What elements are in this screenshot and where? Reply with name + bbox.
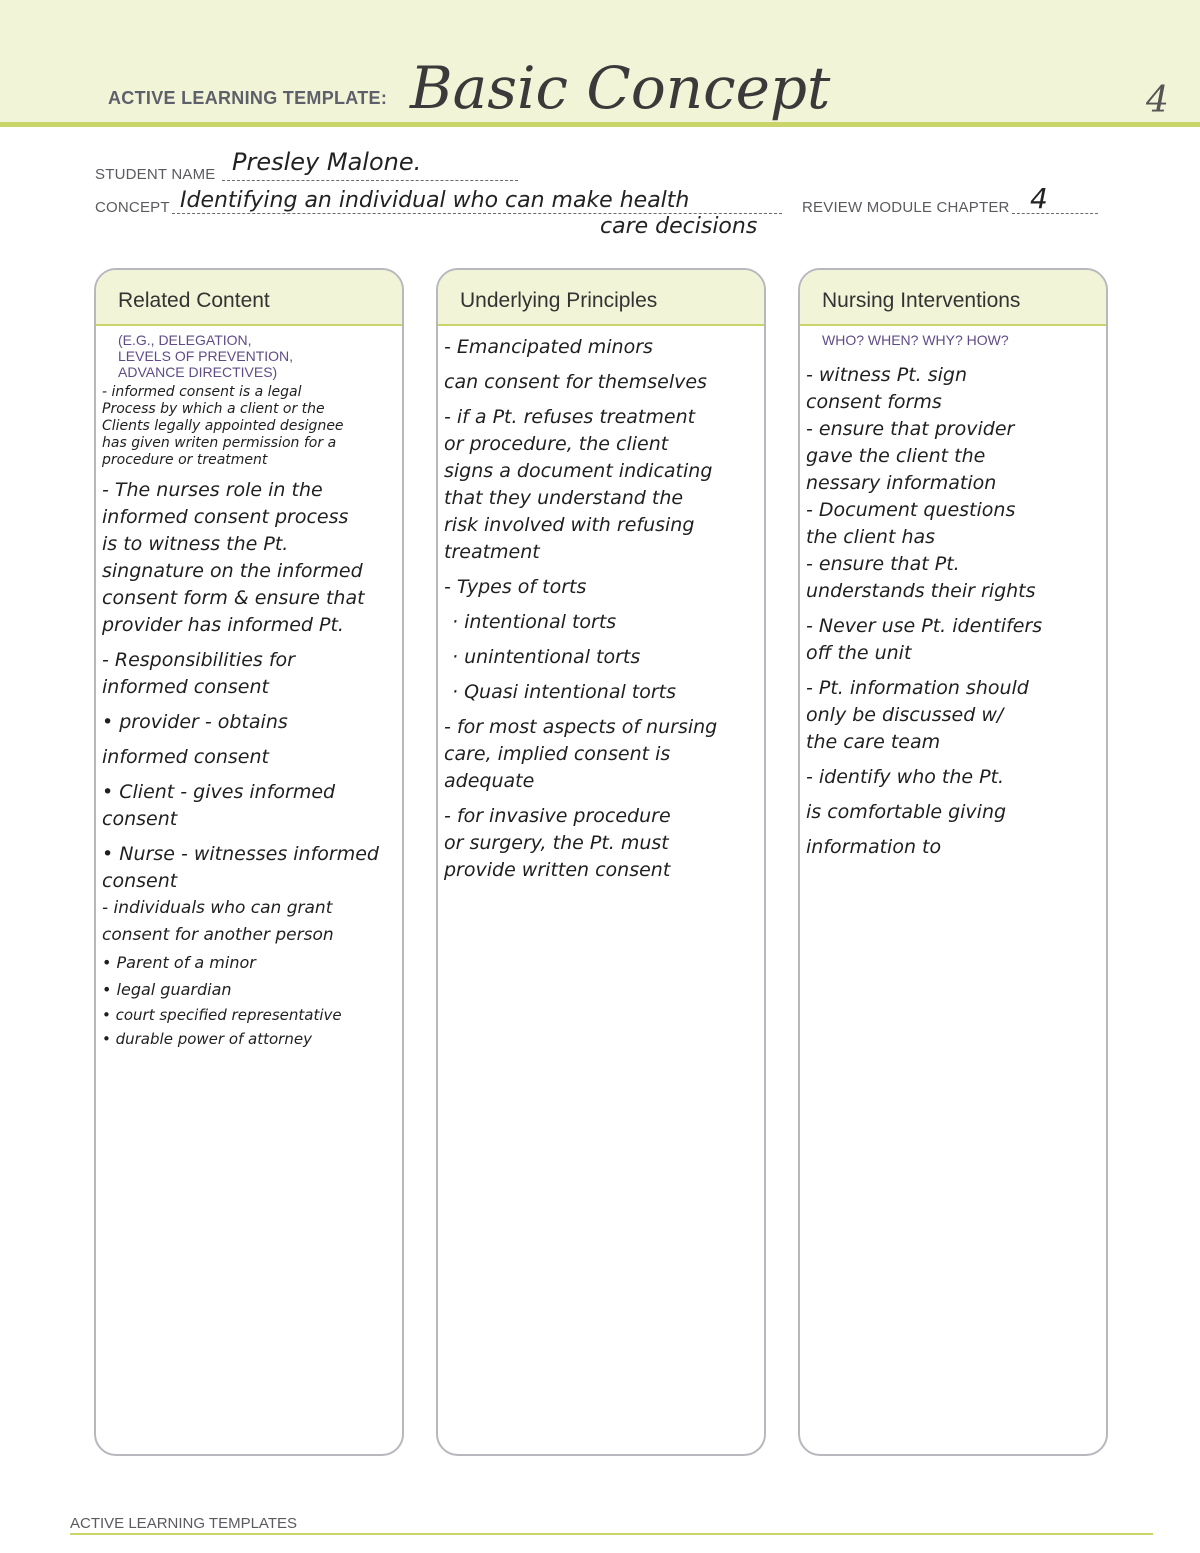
note-line: • Client - gives informed [102, 781, 336, 803]
panel-title-underlying-principles: Underlying Principles [438, 270, 764, 326]
subtitle-line: (E.G., DELEGATION, [118, 332, 252, 348]
student-name-value[interactable]: Presley Malone. [232, 148, 422, 176]
subtitle-line: LEVELS OF PREVENTION, [118, 348, 294, 364]
note-line: consent forms [806, 391, 942, 413]
note-line: is to witness the Pt. [102, 533, 289, 555]
review-module-label: REVIEW MODULE CHAPTER [802, 199, 1010, 216]
note-line: consent [102, 870, 178, 892]
note-line: nessary information [806, 472, 997, 494]
note-line: - Types of torts [444, 576, 587, 598]
note-line: • durable power of attorney [102, 1030, 312, 1048]
panel-title-related-content: Related Content [96, 270, 402, 326]
note-line: - witness Pt. sign [806, 364, 967, 386]
concept-value-line1[interactable]: Identifying an individual who can make health [180, 188, 690, 213]
note-line: understands their rights [806, 580, 1036, 602]
subtitle-line: WHO? WHEN? WHY? HOW? [822, 332, 1009, 348]
note-line: informed consent [102, 746, 269, 768]
note-line: adequate [444, 770, 535, 792]
note-line: • legal guardian [102, 980, 232, 999]
panel-subtitle-related-content [96, 326, 402, 380]
note-line: - ensure that provider [806, 418, 1015, 440]
note-line: - for invasive procedure [444, 805, 671, 827]
note-line: off the unit [806, 642, 912, 664]
note-line: procedure or treatment [102, 452, 268, 468]
note-line: - Responsibilities for [102, 649, 295, 671]
panel-nursing-interventions [798, 268, 1108, 1456]
note-line: singnature on the informed [102, 560, 363, 582]
note-line: consent [102, 808, 178, 830]
note-line: information to [806, 836, 942, 858]
footer-label: ACTIVE LEARNING TEMPLATES [70, 1515, 297, 1532]
review-module-value[interactable]: 4 [1030, 182, 1048, 215]
note-line: - Pt. information should [806, 677, 1029, 699]
notes-nursing-interventions[interactable] [800, 348, 1106, 861]
note-line: informed consent [102, 676, 269, 698]
note-line: - individuals who can grant [102, 898, 333, 918]
note-line: can consent for themselves [444, 371, 707, 393]
note-line: that they understand the [444, 487, 684, 509]
note-line: - Never use Pt. identifers [806, 615, 1043, 637]
notes-related-content[interactable] [96, 380, 402, 1051]
note-line: gave the client the [806, 445, 986, 467]
page-number: 4 [1146, 80, 1169, 121]
concept-value-line2[interactable]: care decisions [600, 214, 758, 239]
note-line: - informed consent is a legal [102, 384, 302, 400]
note-line: - Document questions [806, 499, 1016, 521]
note-line: is comfortable giving [806, 801, 1007, 823]
template-label: ACTIVE LEARNING TEMPLATE: [108, 88, 388, 108]
note-line: - ensure that Pt. [806, 553, 960, 575]
note-line: - for most aspects of nursing [444, 716, 718, 738]
note-line: · unintentional torts [452, 646, 641, 668]
subtitle-line: ADVANCE DIRECTIVES) [118, 364, 278, 380]
note-line: · intentional torts [452, 611, 617, 633]
note-line: • provider - obtains [102, 711, 288, 733]
footer-rule [70, 1533, 1153, 1535]
note-line: · Quasi intentional torts [452, 681, 677, 703]
concept-label: CONCEPT [95, 199, 170, 216]
note-line: - if a Pt. refuses treatment [444, 406, 696, 428]
header-rule [0, 122, 1200, 127]
panel-title-nursing-interventions: Nursing Interventions [800, 270, 1106, 326]
note-line: informed consent process [102, 506, 349, 528]
note-line: or procedure, the client [444, 433, 669, 455]
student-name-line [222, 180, 518, 181]
panel-subtitle-nursing-interventions [800, 326, 1106, 348]
note-line: treatment [444, 541, 540, 563]
note-line: - The nurses role in the [102, 479, 323, 501]
note-line: or surgery, the Pt. must [444, 832, 669, 854]
note-line: the client has [806, 526, 936, 548]
note-line: - Emancipated minors [444, 336, 653, 358]
note-line: Process by which a client or the [102, 401, 325, 417]
note-line: care, implied consent is [444, 743, 671, 765]
note-line: signs a document indicating [444, 460, 713, 482]
student-name-label: STUDENT NAME [95, 166, 216, 183]
template-title: Basic Concept [410, 54, 831, 122]
note-line: • court specified representative [102, 1006, 342, 1024]
note-line: provide written consent [444, 859, 671, 881]
note-line: • Parent of a minor [102, 953, 256, 972]
panel-underlying-principles [436, 268, 766, 1456]
note-line: only be discussed w/ [806, 704, 1004, 726]
review-module-line [1012, 213, 1098, 214]
note-line: Clients legally appointed designee [102, 418, 344, 434]
notes-underlying-principles[interactable] [438, 326, 764, 884]
note-line: - identify who the Pt. [806, 766, 1005, 788]
panel-related-content [94, 268, 404, 1456]
note-line: risk involved with refusing [444, 514, 695, 536]
note-line: provider has informed Pt. [102, 614, 344, 636]
note-line: consent for another person [102, 925, 334, 945]
note-line: • Nurse - witnesses informed [102, 843, 379, 865]
note-line: has given writen permission for a [102, 435, 337, 451]
note-line: the care team [806, 731, 941, 753]
note-line: consent form & ensure that [102, 587, 365, 609]
